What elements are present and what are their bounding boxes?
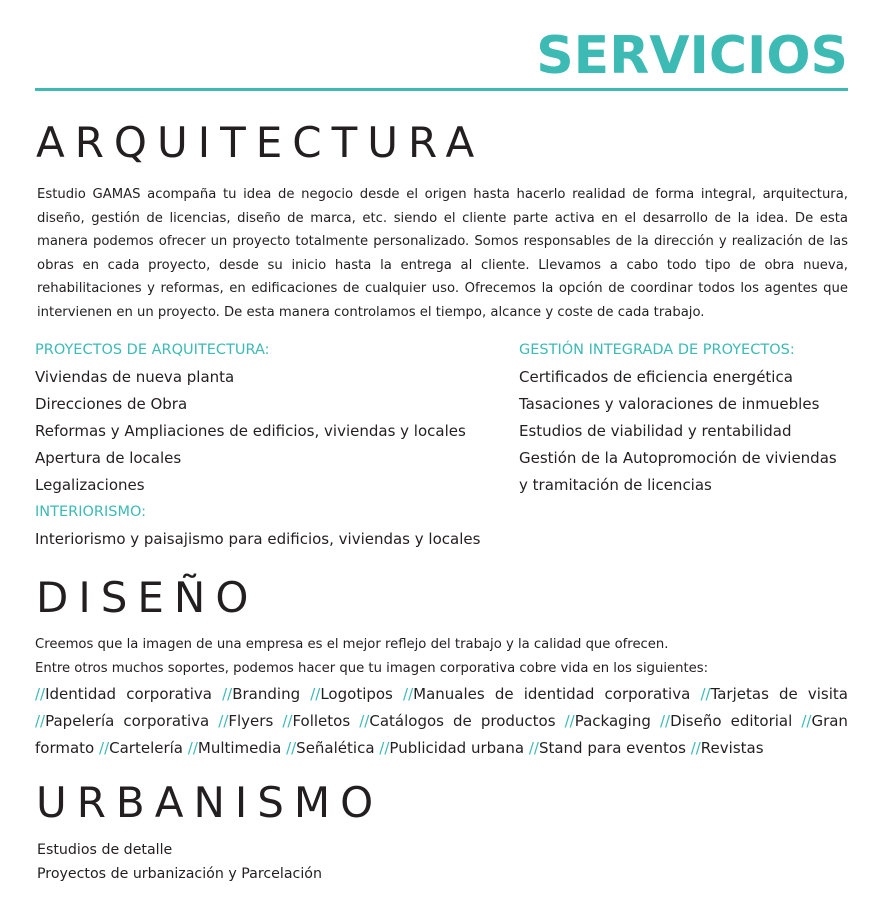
subheading-interiorismo: INTERIORISMO: xyxy=(35,504,147,520)
list-item: Tasaciones y valoraciones de inmuebles xyxy=(519,395,820,413)
separator-slashes: // xyxy=(700,685,711,703)
diseno-intro-line-1: Creemos que la imagen de una empresa es el mejor reflejo del trabajo y la calidad que ofrecen. xyxy=(35,637,669,652)
separator-slashes: // xyxy=(379,739,390,757)
diseno-intro xyxy=(35,633,848,680)
list-item: Reformas y Ampliaciones de edificios, viviendas y locales xyxy=(35,422,466,440)
title-rule-divider xyxy=(35,88,848,91)
section-heading-diseno: DISEÑO xyxy=(36,573,259,622)
section-heading-urbanismo: URBANISMO xyxy=(36,778,384,827)
design-service-item: Identidad corporativa xyxy=(45,685,212,703)
subheading-gestion-integrada: GESTIÓN INTEGRADA DE PROYECTOS: xyxy=(519,342,795,358)
separator-slashes: // xyxy=(690,739,701,757)
list-item: y tramitación de licencias xyxy=(519,476,712,494)
design-service-item: Flyers xyxy=(228,712,274,730)
design-service-item: Packaging xyxy=(574,712,651,730)
list-item: Proyectos de urbanización y Parcelación xyxy=(37,866,322,882)
design-service-item: Manuales de identidad corporativa xyxy=(413,685,691,703)
separator-slashes: // xyxy=(35,712,46,730)
design-service-item: Branding xyxy=(232,685,301,703)
arquitectura-right-column xyxy=(519,337,849,499)
separator-slashes: // xyxy=(310,685,321,703)
separator-slashes: // xyxy=(801,712,812,730)
separator-slashes: // xyxy=(99,739,110,757)
subheading-proyectos-arquitectura: PROYECTOS DE ARQUITECTURA: xyxy=(35,342,270,358)
page-title: SERVICIOS xyxy=(536,26,848,86)
list-item: Certificados de eficiencia energética xyxy=(519,368,793,386)
design-service-item: Tarjetas de visita xyxy=(710,685,848,703)
section-heading-arquitectura: ARQUITECTURA xyxy=(36,118,485,167)
separator-slashes: // xyxy=(218,712,229,730)
list-item: Direcciones de Obra xyxy=(35,395,188,413)
list-item: Estudios de detalle xyxy=(37,842,173,858)
list-item: Interiorismo y paisajismo para edificios, viviendas y locales xyxy=(35,530,481,548)
list-item: Estudios de viabilidad y rentabilidad xyxy=(519,422,792,440)
design-service-item: Cartelería xyxy=(109,739,183,757)
separator-slashes: // xyxy=(35,685,46,703)
separator-slashes: // xyxy=(403,685,414,703)
separator-slashes: // xyxy=(359,712,370,730)
separator-slashes: // xyxy=(286,739,297,757)
list-item: Viviendas de nueva planta xyxy=(35,368,235,386)
design-service-item: Revistas xyxy=(700,739,764,757)
separator-slashes: // xyxy=(187,739,198,757)
diseno-intro-line-2: Entre otros muchos soportes, podemos hacer que tu imagen corporativa cobre vida en los siguientes: xyxy=(35,660,709,676)
urbanismo-list xyxy=(37,838,537,886)
diseno-services-list xyxy=(35,681,848,762)
list-item: Apertura de locales xyxy=(35,449,182,467)
design-service-item: Folletos xyxy=(292,712,351,730)
design-service-item: Publicidad urbana xyxy=(389,739,525,757)
design-service-item: Diseño editorial xyxy=(670,712,793,730)
design-service-item: Stand para eventos xyxy=(538,739,686,757)
design-service-item: Papelería corporativa xyxy=(45,712,210,730)
design-service-item: Señalética xyxy=(296,739,375,757)
design-service-item: Logotipos xyxy=(320,685,393,703)
arquitectura-left-column xyxy=(35,337,505,553)
separator-slashes: // xyxy=(528,739,539,757)
list-item: Legalizaciones xyxy=(35,476,145,494)
arquitectura-intro-paragraph: Estudio GAMAS acompaña tu idea de negocio desde el origen hasta hacerlo realidad de forma integral, arquitectura, diseño, gestión de licencias, diseño de marca, etc. siendo el cliente parte activa en el desarrollo de la idea. De esta manera podemos ofrecer un proyecto totalmente personalizado. Somos responsables de la dirección y realización de las obras en cada proyecto, desde su inicio hasta la entrega al cliente. Llevamos a cabo todo tipo de obra nueva, rehabilitaciones y reformas, en edificaciones de cualquier uso. Ofrecemos la opción de coordinar todos los agentes que intervienen en un proyecto. De esta manera controlamos el tiempo, alcance y coste de cada trabajo. xyxy=(37,187,848,320)
design-service-item: Gran formato xyxy=(35,712,848,757)
separator-slashes: // xyxy=(659,712,671,730)
separator-slashes: // xyxy=(222,685,233,703)
separator-slashes: // xyxy=(282,712,293,730)
separator-slashes: // xyxy=(564,712,575,730)
design-service-item: Catálogos de productos xyxy=(369,712,556,730)
list-item: Gestión de la Autopromoción de viviendas xyxy=(519,449,837,467)
design-service-item: Multimedia xyxy=(197,739,282,757)
